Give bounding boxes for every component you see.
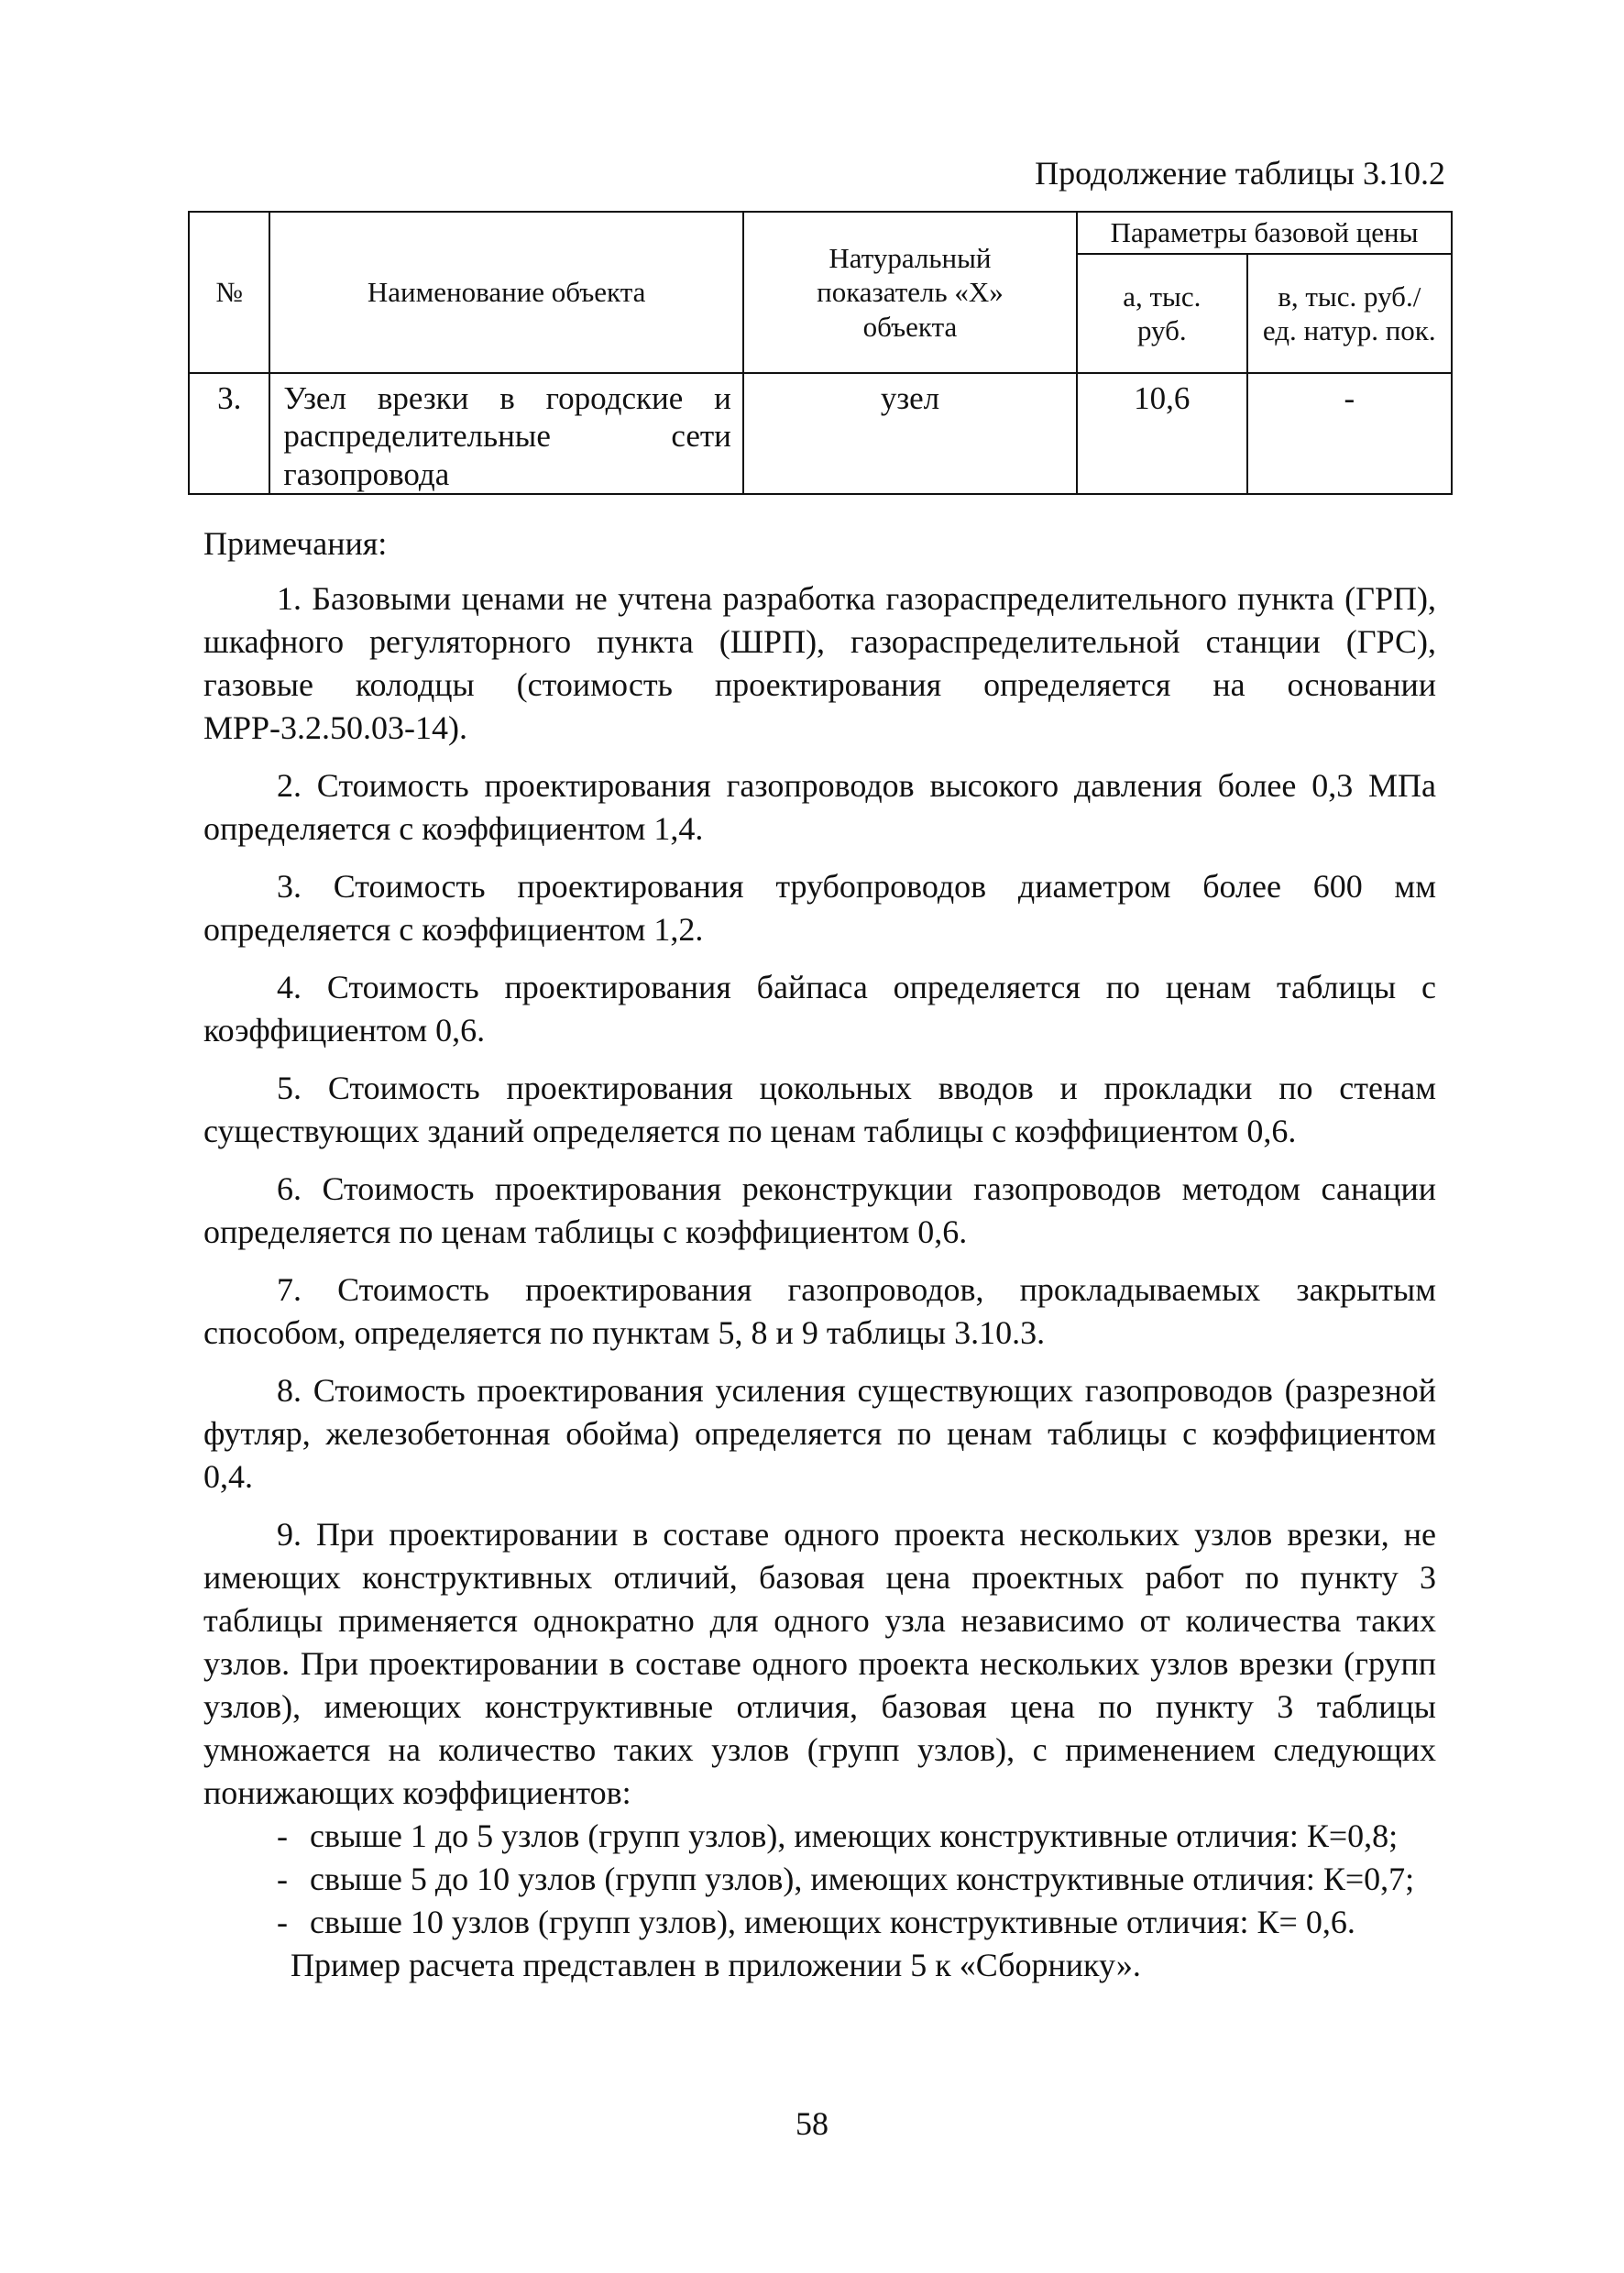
header-param-b	[1247, 254, 1452, 373]
bullet-mark: -	[277, 1817, 288, 1854]
bullet-mark: -	[277, 1904, 288, 1940]
bullet-text: свыше 10 узлов (групп узлов), имеющих конструктивные отличия: К= 0,6.	[310, 1904, 1355, 1940]
note-4: 4. Стоимость проектирования байпаса определяется по ценам таблицы с коэффициентом 0,6.	[203, 969, 1436, 1049]
base-price-table	[188, 211, 1453, 495]
header-natural-text: Натуральный показатель «Х» объекта	[817, 242, 1004, 343]
page-number: 58	[796, 2105, 828, 2142]
header-natural-indicator	[743, 212, 1077, 373]
header-num: №	[189, 212, 269, 373]
coefficient-bullet-1	[203, 1815, 1436, 1858]
note-5: 5. Стоимость проектирования цокольных вводов и прокладки по стенам существующих зданий определяется по ценам таблицы с коэффициентом 0,6.	[203, 1070, 1436, 1149]
row-num: 3.	[189, 373, 269, 494]
header-base-price-params: Параметры базовой цены	[1077, 212, 1452, 254]
row-name: Узел врезки в городские и распределительные сети газопровода	[269, 373, 743, 494]
note-9: 9. При проектировании в составе одного проекта нескольких узлов врезки, не имеющих конструктивных отличий, базовая цена проектных работ по пункту 3 таблицы применяется однократно для одного узла независимо от количества таких узлов. При проектировании в составе одного проекта нескольких узлов врезки (групп узлов), имеющих конструктивные отличия, базовая цена по пункту 3 таблицы умножается на количество таких узлов (групп узлов), с применением следующих понижающих коэффициентов:	[203, 1516, 1436, 1811]
coefficient-bullet-2	[203, 1858, 1436, 1901]
bullet-mark: -	[277, 1861, 288, 1897]
note-8: 8. Стоимость проектирования усиления существующих газопроводов (разрезной футляр, железобетонная обойма) определяется по ценам таблицы с коэффициентом 0,4.	[203, 1372, 1436, 1495]
header-param-a	[1077, 254, 1247, 373]
note-1: 1. Базовыми ценами не учтена разработка газораспределительного пункта (ГРП), шкафного регуляторного пункта (ШРП), газораспределительной станции (ГРС), газовые колодцы (стоимость проектирования определяется на основании МРР-3.2.50.03-14).	[203, 580, 1436, 746]
header-name: Наименование объекта	[269, 212, 743, 373]
table-row	[189, 373, 1452, 494]
row-natural: узел	[743, 373, 1077, 494]
note-3: 3. Стоимость проектирования трубопроводов диаметром более 600 мм определяется с коэффициентом 1,2.	[203, 868, 1436, 948]
bullet-text: свыше 1 до 5 узлов (групп узлов), имеющих конструктивные отличия: К=0,8;	[310, 1817, 1399, 1854]
coefficient-bullet-3	[203, 1901, 1436, 1944]
row-param-a: 10,6	[1077, 373, 1247, 494]
example-reference: Пример расчета представлен в приложении 5 к «Сборнику».	[291, 1947, 1141, 1983]
table-continuation-label: Продолжение таблицы 3.10.2	[1035, 155, 1445, 192]
note-2: 2. Стоимость проектирования газопроводов высокого давления более 0,3 МПа определяется с коэффициентом 1,4.	[203, 767, 1436, 847]
note-7: 7. Стоимость проектирования газопроводов, прокладываемых закрытым способом, определяется по пунктам 5, 8 и 9 таблицы 3.10.3.	[203, 1271, 1436, 1351]
table-header-row	[189, 212, 1452, 254]
note-6: 6. Стоимость проектирования реконструкции газопроводов методом санации определяется по ценам таблицы с коэффициентом 0,6.	[203, 1170, 1436, 1250]
notes-title: Примечания:	[203, 525, 388, 562]
notes-list	[203, 577, 1436, 1987]
header-param-a-text: а, тыс. руб.	[1123, 280, 1202, 346]
row-param-b: -	[1247, 373, 1452, 494]
bullet-text: свыше 5 до 10 узлов (групп узлов), имеющих конструктивные отличия: К=0,7;	[310, 1861, 1415, 1897]
header-param-b-text: в, тыс. руб./ ед. натур. пок.	[1262, 280, 1436, 346]
